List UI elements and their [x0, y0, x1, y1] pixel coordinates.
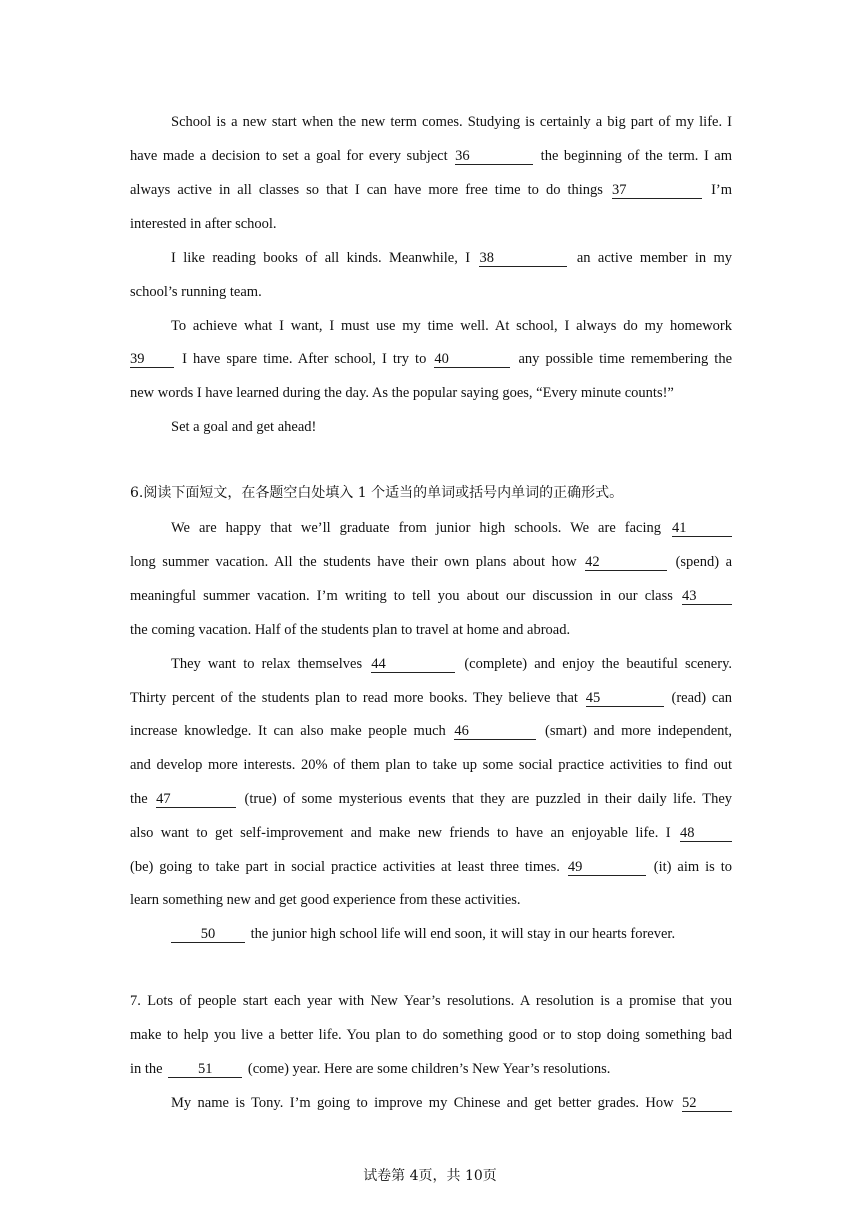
blank-37[interactable]: 37	[612, 182, 702, 199]
blank-52[interactable]: 52	[682, 1095, 732, 1112]
paragraph-line: I like reading books of all kinds. Meanwhile, I 38 an active member in my	[171, 250, 733, 266]
paragraph-line: the 47 (true) of some mysterious events that they are puzzled in their daily life. They	[130, 791, 733, 807]
blank-43[interactable]: 43	[682, 588, 732, 605]
paragraph-line: in the 51 (come) year. Here are some children’s New Year’s resolutions.	[130, 1061, 611, 1077]
blank-50[interactable]: 50	[171, 926, 245, 943]
blank-38[interactable]: 38	[479, 250, 567, 267]
paragraph-line: long summer vacation. All the students have their own plans about how 42 (spend) a	[130, 554, 733, 570]
blank-46[interactable]: 46	[454, 723, 536, 740]
blank-49[interactable]: 49	[568, 859, 646, 876]
blank-42[interactable]: 42	[585, 554, 667, 571]
paragraph-line: and develop more interests. 20% of them plan to take up some social practice activities to find out	[130, 757, 732, 773]
paragraph-line: We are happy that we’ll graduate from junior high schools. We are facing 41	[171, 518, 732, 538]
paragraph-line: have made a decision to set a goal for every subject 36 the beginning of the term. I am	[130, 148, 732, 164]
paragraph-line: make to help you live a better life. You plan to do something good or to stop doing something bad	[130, 1027, 732, 1043]
paragraph-line: My name is Tony. I’m going to improve my Chinese and get better grades. How 52	[171, 1093, 732, 1113]
blank-39[interactable]: 39	[130, 351, 174, 368]
paragraph-line: (be) going to take part in social practice activities at least three times. 49 (it) aim is to	[130, 859, 732, 875]
paragraph-line: school’s running team.	[130, 284, 262, 300]
blank-51[interactable]: 51	[168, 1061, 242, 1078]
paragraph-line: 7. Lots of people start each year with New Year’s resolutions. A resolution is a promise that you	[130, 993, 732, 1009]
blank-47[interactable]: 47	[156, 791, 236, 808]
paragraph-line: new words I have learned during the day. As the popular saying goes, “Every minute counts!”	[130, 385, 674, 401]
blank-45[interactable]: 45	[586, 690, 664, 707]
blank-36[interactable]: 36	[455, 148, 533, 165]
blank-40[interactable]: 40	[434, 351, 510, 368]
paragraph-line: To achieve what I want, I must use my time well. At school, I always do my homework	[171, 318, 732, 334]
paragraph-line: increase knowledge. It can also make people much 46 (smart) and more independent,	[130, 723, 733, 739]
blank-48[interactable]: 48	[680, 825, 732, 842]
question-heading: 6.阅读下面短文，在各题空白处填入 1 个适当的单词或括号内单词的正确形式。	[130, 485, 624, 501]
page-footer: 试卷第 4页，共 10页	[363, 1168, 497, 1184]
paragraph-line: School is a new start when the new term comes. Studying is certainly a big part of my life. I	[171, 114, 732, 130]
paragraph-line: meaningful summer vacation. I’m writing to tell you about our discussion in our class 43	[130, 586, 732, 606]
paragraph-line: the coming vacation. Half of the students plan to travel at home and abroad.	[130, 622, 571, 638]
paragraph-line: also want to get self-improvement and make new friends to have an enjoyable life. I 48	[130, 823, 732, 843]
paragraph-line: They want to relax themselves 44 (complete) and enjoy the beautiful scenery.	[171, 656, 733, 672]
paragraph-line: Set a goal and get ahead!	[171, 419, 317, 435]
blank-41[interactable]: 41	[672, 520, 732, 537]
paragraph-line: always active in all classes so that I can have more free time to do things 37 I’m	[130, 182, 733, 198]
paragraph-line: learn something new and get good experience from these activities.	[130, 892, 521, 908]
blank-44[interactable]: 44	[371, 656, 455, 673]
paragraph-line: 39 I have spare time. After school, I try to 40 any possible time remembering the	[130, 351, 733, 367]
paragraph-line: Thirty percent of the students plan to read more books. They believe that 45 (read) can	[130, 690, 733, 706]
paragraph-line: interested in after school.	[130, 216, 277, 232]
paragraph-line: 50 the junior high school life will end soon, it will stay in our hearts forever.	[171, 924, 732, 944]
